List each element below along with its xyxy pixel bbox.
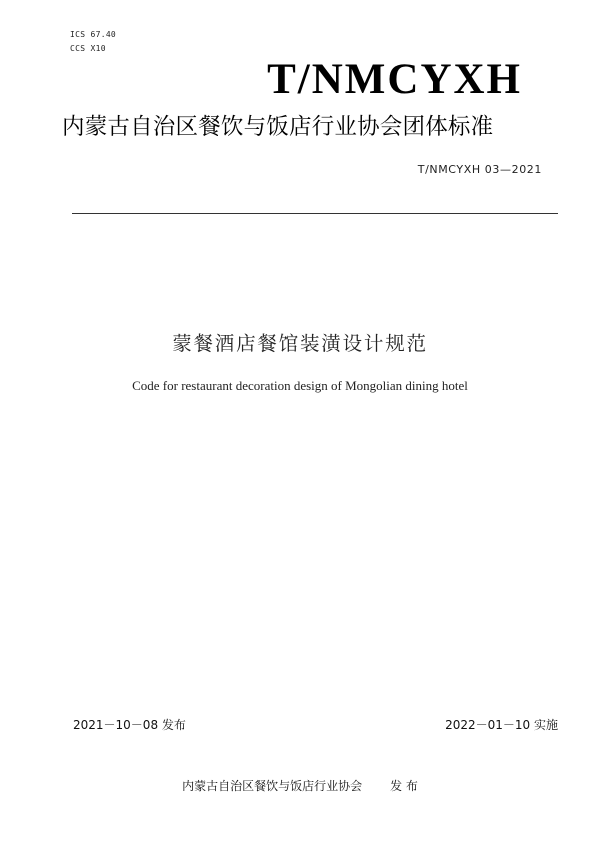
header-divider — [72, 213, 558, 214]
ics-code: ICS 67.40 — [70, 30, 117, 39]
release-date: 2021－10－08 发布 — [73, 718, 186, 732]
effective-date: 2022－01－10 实施 — [445, 718, 558, 732]
document-title-english: Code for restaurant decoration design of Mongolian dining hotel — [132, 378, 468, 393]
publisher-name: 内蒙古自治区餐饮与饭店行业协会 — [182, 779, 363, 793]
ccs-code: CCS X10 — [70, 44, 106, 53]
document-number: T/NMCYXH 03—2021 — [417, 163, 542, 176]
document-title-chinese: 蒙餐酒店餐馆装潢设计规范 — [172, 332, 428, 355]
association-standard-title: 内蒙古自治区餐饮与饭店行业协会团体标准 — [62, 114, 494, 140]
publisher-action: 发 布 — [390, 779, 418, 793]
publisher-line — [0, 777, 600, 794]
standard-code-heading: T/NMCYXH — [267, 56, 522, 103]
